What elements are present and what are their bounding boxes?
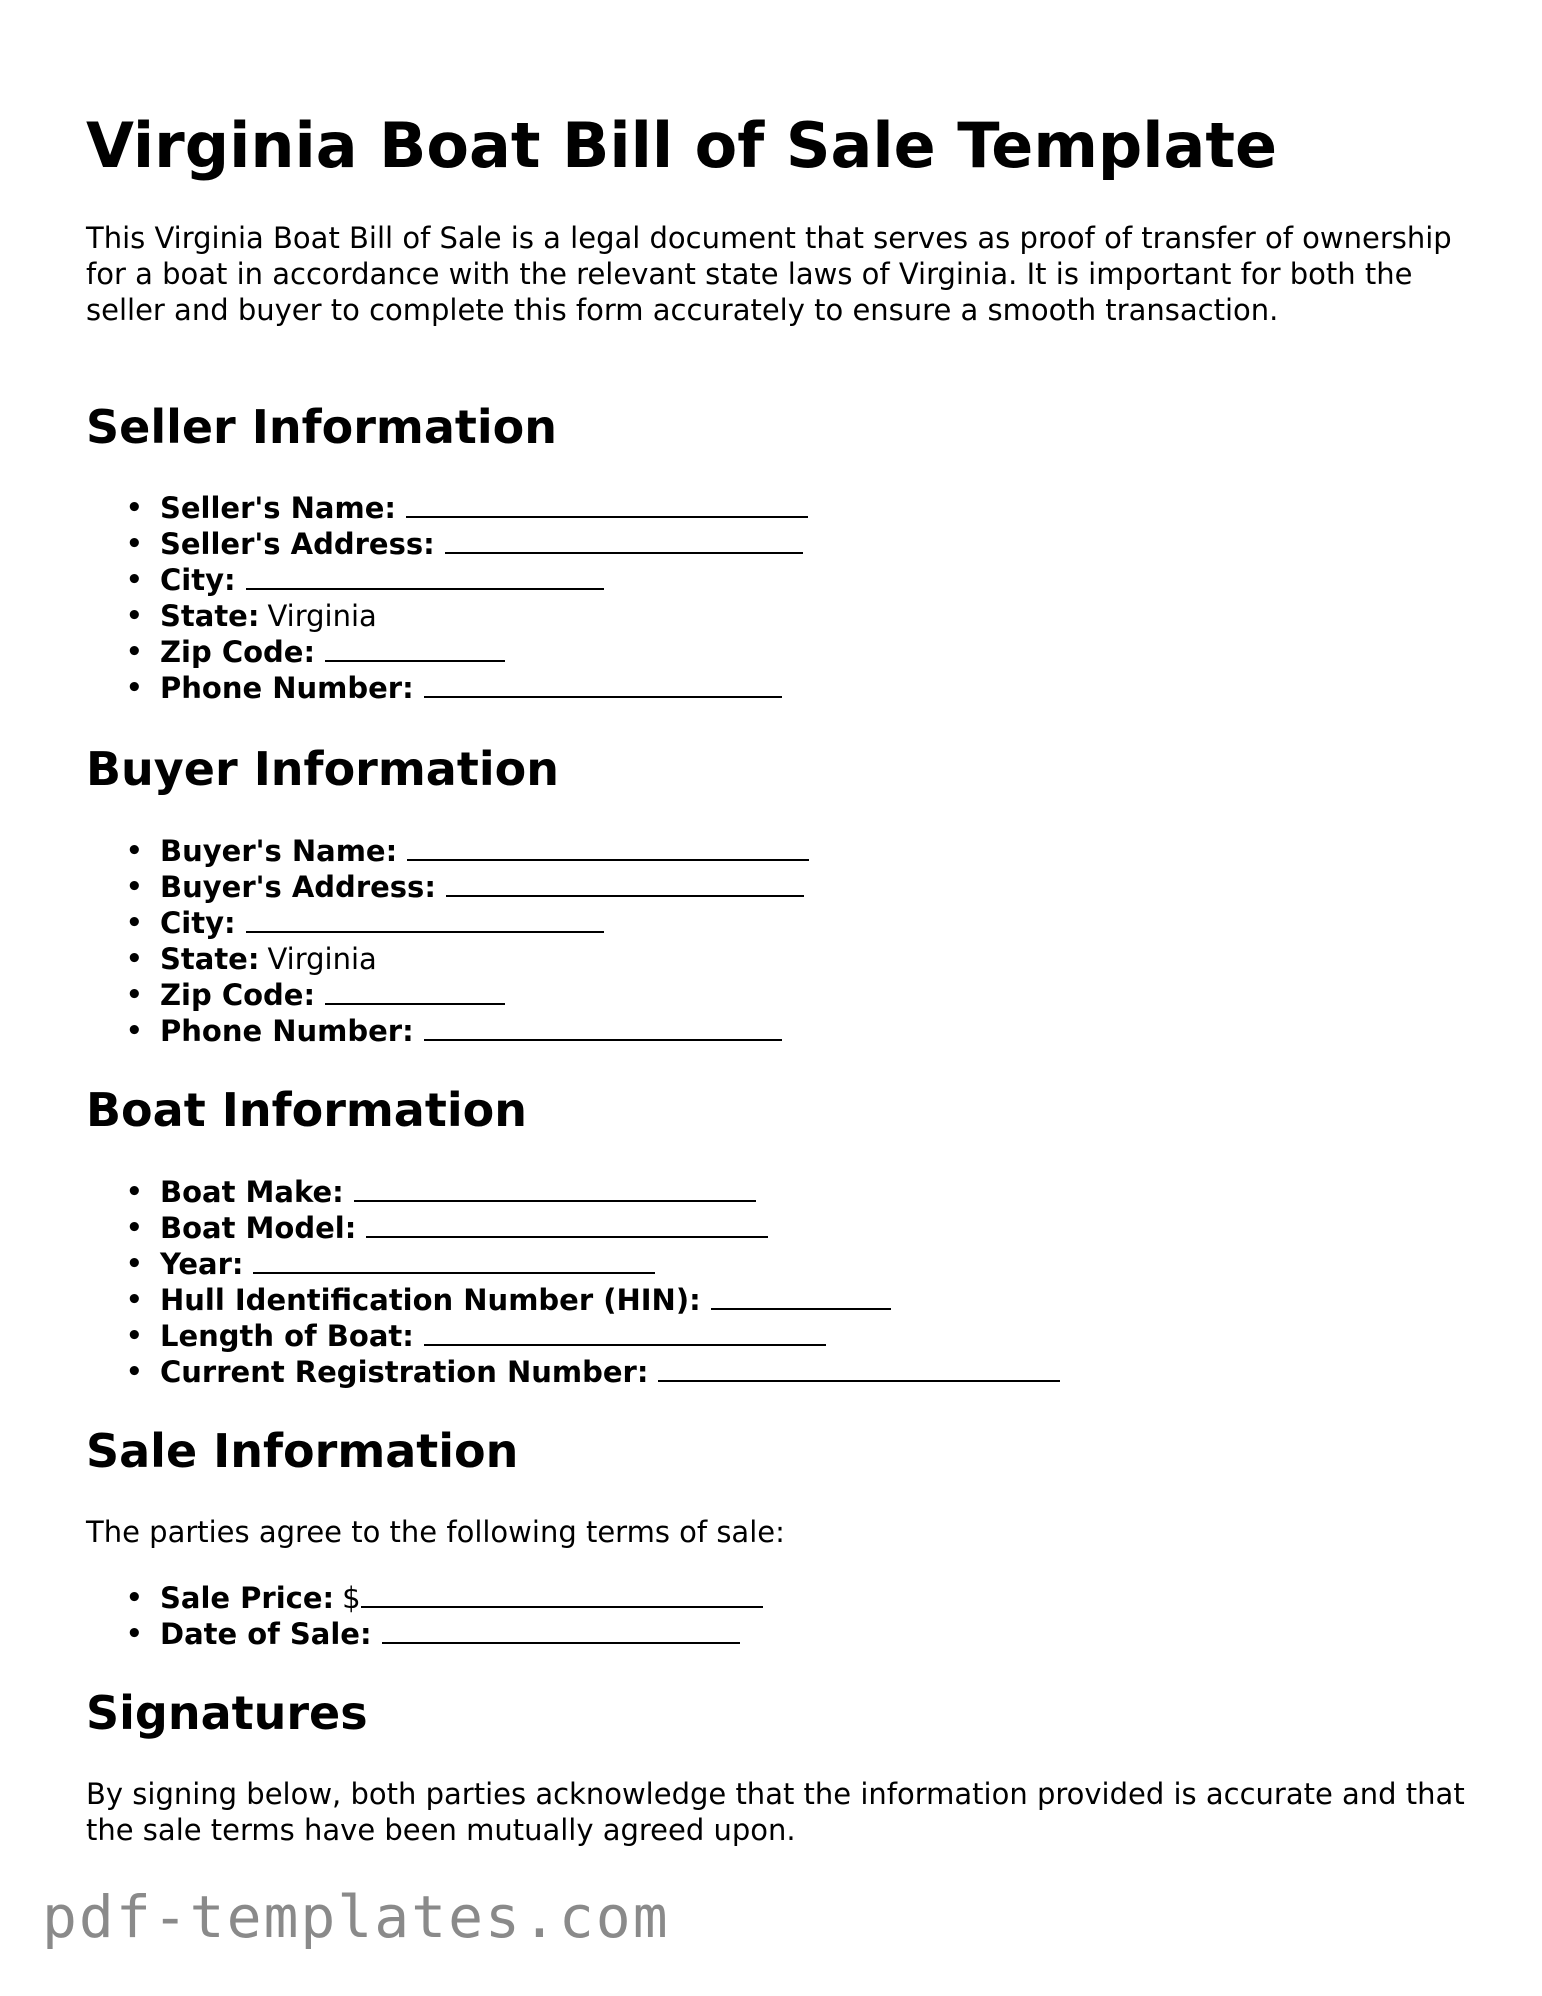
buyer-city-blank[interactable] bbox=[246, 905, 604, 933]
seller-state-value: Virginia bbox=[267, 599, 377, 633]
field-label: Buyer's Name: bbox=[160, 834, 398, 868]
bullet-icon: • bbox=[126, 601, 143, 631]
watermark: pdf-templates.com bbox=[42, 1883, 670, 1951]
buyer-zip-field bbox=[0, 977, 809, 1013]
intro-paragraph: This Virginia Boat Bill of Sale is a legal document that serves as proof of transfer of ownership for a boat in accordance with the relevant state laws of Virginia. It is important for both the seller and buyer to complete this form accurately to ensure a smooth transaction. bbox=[86, 221, 1452, 327]
boat-make-field bbox=[0, 1174, 1060, 1210]
field-label: City: bbox=[160, 563, 236, 597]
boat-field-list bbox=[0, 1174, 1060, 1390]
field-label: Current Registration Number: bbox=[160, 1355, 649, 1389]
field-label: City: bbox=[160, 906, 236, 940]
field-label: Sale Price: bbox=[160, 1581, 335, 1615]
bullet-icon: • bbox=[126, 1213, 143, 1243]
bullet-icon: • bbox=[126, 980, 143, 1010]
seller-address-blank[interactable] bbox=[445, 526, 803, 554]
seller-phone-field bbox=[0, 670, 808, 706]
boat-section-heading: Boat Information bbox=[86, 1083, 527, 1137]
seller-address-field bbox=[0, 526, 808, 562]
bullet-icon: • bbox=[126, 872, 143, 902]
boat-model-blank[interactable] bbox=[366, 1210, 768, 1238]
buyer-field-list bbox=[0, 833, 809, 1049]
bullet-icon: • bbox=[126, 836, 143, 866]
field-label: Length of Boat: bbox=[160, 1319, 414, 1353]
boat-length-blank[interactable] bbox=[424, 1318, 826, 1346]
buyer-name-blank[interactable] bbox=[407, 833, 809, 861]
sale-price-blank[interactable] bbox=[361, 1580, 763, 1608]
seller-field-list bbox=[0, 490, 808, 706]
buyer-address-field bbox=[0, 869, 809, 905]
bullet-icon: • bbox=[126, 944, 143, 974]
buyer-name-field bbox=[0, 833, 809, 869]
signatures-paragraph: By signing below, both parties acknowledge that the information provided is accurate and that the sale terms have been mutually agreed upon. bbox=[86, 1777, 1465, 1847]
buyer-phone-field bbox=[0, 1013, 809, 1049]
seller-zip-field bbox=[0, 634, 808, 670]
seller-zip-blank[interactable] bbox=[325, 634, 505, 662]
bullet-icon: • bbox=[126, 1285, 143, 1315]
bullet-icon: • bbox=[126, 1619, 143, 1649]
field-label: Zip Code: bbox=[160, 635, 316, 669]
field-label: State: bbox=[160, 942, 260, 976]
seller-phone-blank[interactable] bbox=[424, 670, 782, 698]
sale-intro-paragraph: The parties agree to the following terms of sale: bbox=[86, 1515, 785, 1549]
currency-prefix: $ bbox=[342, 1581, 361, 1615]
sale-date-field bbox=[0, 1616, 763, 1652]
sale-field-list bbox=[0, 1580, 763, 1652]
boat-year-blank[interactable] bbox=[253, 1246, 655, 1274]
field-label: Year: bbox=[160, 1247, 244, 1281]
buyer-state-field bbox=[0, 941, 809, 977]
bullet-icon: • bbox=[126, 1016, 143, 1046]
bullet-icon: • bbox=[126, 908, 143, 938]
boat-length-field bbox=[0, 1318, 1060, 1354]
sale-date-blank[interactable] bbox=[382, 1616, 740, 1644]
boat-registration-field bbox=[0, 1354, 1060, 1390]
bullet-icon: • bbox=[126, 565, 143, 595]
sale-price-field bbox=[0, 1580, 763, 1616]
seller-name-blank[interactable] bbox=[406, 490, 808, 518]
bullet-icon: • bbox=[126, 637, 143, 667]
seller-city-field bbox=[0, 562, 808, 598]
seller-city-blank[interactable] bbox=[246, 562, 604, 590]
boat-model-field bbox=[0, 1210, 1060, 1246]
field-label: State: bbox=[160, 599, 260, 633]
buyer-section-heading: Buyer Information bbox=[86, 742, 559, 796]
bullet-icon: • bbox=[126, 529, 143, 559]
field-label: Phone Number: bbox=[160, 1014, 414, 1048]
field-label: Buyer's Address: bbox=[160, 870, 436, 904]
field-label: Zip Code: bbox=[160, 978, 316, 1012]
bullet-icon: • bbox=[126, 1249, 143, 1279]
field-label: Seller's Address: bbox=[160, 527, 435, 561]
bullet-icon: • bbox=[126, 673, 143, 703]
boat-registration-blank[interactable] bbox=[658, 1354, 1060, 1382]
buyer-phone-blank[interactable] bbox=[424, 1013, 782, 1041]
boat-hin-blank[interactable] bbox=[711, 1282, 891, 1310]
bullet-icon: • bbox=[126, 493, 143, 523]
field-label: Date of Sale: bbox=[160, 1617, 372, 1651]
buyer-state-value: Virginia bbox=[267, 942, 377, 976]
buyer-address-blank[interactable] bbox=[446, 869, 804, 897]
page-title: Virginia Boat Bill of Sale Template bbox=[86, 109, 1278, 182]
seller-state-field bbox=[0, 598, 808, 634]
seller-name-field bbox=[0, 490, 808, 526]
field-label: Seller's Name: bbox=[160, 491, 396, 525]
field-label: Boat Make: bbox=[160, 1175, 344, 1209]
boat-year-field bbox=[0, 1246, 1060, 1282]
field-label: Phone Number: bbox=[160, 671, 414, 705]
sale-section-heading: Sale Information bbox=[86, 1424, 519, 1478]
bullet-icon: • bbox=[126, 1583, 143, 1613]
bullet-icon: • bbox=[126, 1177, 143, 1207]
boat-hin-field bbox=[0, 1282, 1060, 1318]
boat-make-blank[interactable] bbox=[354, 1174, 756, 1202]
field-label: Boat Model: bbox=[160, 1211, 357, 1245]
buyer-city-field bbox=[0, 905, 809, 941]
signatures-section-heading: Signatures bbox=[86, 1686, 368, 1740]
bullet-icon: • bbox=[126, 1357, 143, 1387]
seller-section-heading: Seller Information bbox=[86, 400, 558, 454]
field-label: Hull Identification Number (HIN): bbox=[160, 1283, 701, 1317]
buyer-zip-blank[interactable] bbox=[325, 977, 505, 1005]
bullet-icon: • bbox=[126, 1321, 143, 1351]
